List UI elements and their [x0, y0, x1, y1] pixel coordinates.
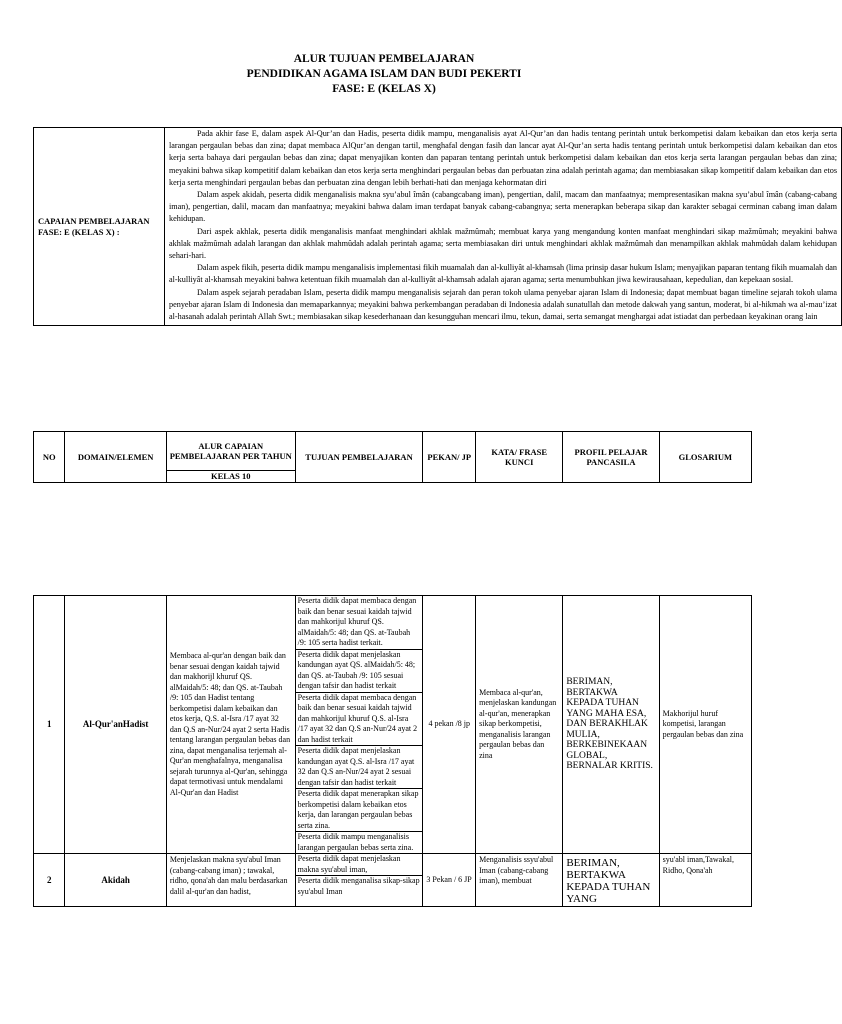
column-header-table [33, 431, 752, 483]
header-glosarium: GLOSARIUM [659, 432, 751, 483]
capaian-paragraph: Dari aspek akhlak, peserta didik menganalisis manfaat menghindari akhlak mažmûmah; membuat karya yang mengandung konten manfaat menghindari sikap mažmûmah; meyakini bahwa akhlak mažmûmah adalah larangan dan akhlak mahmûdah adalah perintah agama; serta membiasakan diri untuk menghindari akhlak mažmûmah dan menampilkan akhlak mahmûdah dalam kehidupan sehari-hari. [169, 226, 838, 261]
capaian-label: CAPAIAN PEMBELAJARAN FASE: E (KELAS X) : [34, 128, 165, 326]
header-pekan: PEKAN/ JP [423, 432, 476, 483]
capaian-paragraph: Dalam aspek fikih, peserta didik mampu menganalisis implementasi fikih muamalah dan al-kulliyât al-khamsah (lima prinsip dasar hukum Islam; menyajikan paparan tentang fikih muamalah dan al-kulliyât al-khamsah meyakini bahwa ketentuan fikih muamalah dan al-kulliyât al-khamsah adalah ajaran agama; serta menumbuhkan jiwa kewirausahaan, kepedulian, dan kepekaan sosial. [169, 263, 838, 285]
row-number: 1 [34, 596, 65, 854]
document-title [0, 52, 768, 97]
row-pekan: 3 Pekan / 6 JP [423, 854, 476, 907]
row-number: 2 [34, 854, 65, 907]
tujuan-item: Peserta didik dapat menjelaskan kandungan ayat Q.S. al-Isra /17 ayat 32 dan Q.S an-Nur/24 ayat 2 sesuai dengan tafsir dan hadist terkait [296, 746, 423, 789]
tujuan-item: Peserta didik dapat membaca dengan baik dan benar sesuai kaidah tajwid dan mahkorijul khuruf QS. alMaidah/5: 48; dan QS. at-Taubah /9: 105 serta hadist terkait. [296, 596, 423, 650]
tujuan-item: Peserta didik dapat menerapkan sikap berkompetisi dalam kebaikan etos kerja, dan larangan pergaulan bebas serta zina. [296, 789, 423, 832]
row-alur: Menjelaskan makna syu'abul Iman (cabang-cabang iman) ; tawakal, ridho, qona'ah dan malu berdasarkan dalil al-qur'an dan hadist, [166, 854, 295, 907]
row-kata-kunci: Menganalisis ssyu'abul Iman (cabang-cabang iman), membuat [476, 854, 563, 907]
kelas-label: KELAS 10 [166, 471, 295, 483]
row-glosarium: syu'abl iman,Tawakal, Ridho, Qona'ah [659, 854, 751, 907]
header-profil: PROFIL PELAJAR PANCASILA [563, 432, 659, 483]
table-row [34, 596, 752, 854]
title-line-1: ALUR TUJUAN PEMBELAJARAN [293, 53, 475, 65]
tujuan-item: Peserta didik menganalisa sikap-sikap syu'abul Iman [297, 876, 420, 896]
capaian-paragraph: Dalam aspek sejarah peradaban Islam, peserta didik mampu menganalisis sejarah dan peran tokoh ulama penyebar ajaran Islam di Indonesia; dapat membuat bagan timeline sejarah tokoh ulama penyebar ajaran Islam di Indonesia dan memaparkannya; meyakini bahwa perkembangan peradaban di Indonesia adalah sunatullah dan metode dakwah yang santun, moderat, bi al-hikmah wa al-mau’izat al-hasanah adalah perintah Allah Swt.; membiasakan sikap kesederhanaan dan kesungguhan mencari ilmu, tekun, damai, serta semangat menghargai adat istiadat dan perbedaan keyakinan orang lain [169, 287, 838, 322]
row-tujuan [295, 596, 423, 854]
title-line-2: PENDIDIKAN AGAMA ISLAM DAN BUDI PEKERTI [246, 68, 522, 80]
row-profil: BERIMAN, BERTAKWA KEPADA TUHAN YANG MAHA ESA, DAN BERAKHLAK MULIA, BERKEBINEKAAN GLOBAL, BERNALAR KRITIS. [563, 596, 659, 854]
tujuan-item: Peserta didik dapat menjelaskan kandungan ayat QS. alMaidah/5: 48; dan QS. at-Taubah /9: 105 sesuai dengan tafsir dan hadist terkait [296, 650, 423, 693]
row-glosarium: Makhorijul huruf kompetisi, larangan pergaulan bebas dan zina [659, 596, 751, 854]
tujuan-item: Peserta didik dapat membaca dengan baik dan benar sesuai kaidah tajwid dan mahkorijul khuruf Q.S. al-Isra /17 ayat 32 dan Q.S an-Nur/24 ayat 2 dan hadist terkait [296, 693, 423, 747]
atp-table [33, 595, 752, 907]
header-kata: KATA/ FRASE KUNCI [476, 432, 563, 483]
capaian-paragraph: Pada akhir fase E, dalam aspek Al-Qur’an dan Hadis, peserta didik mampu, menganalisis ayat Al-Qur’an dan hadis tentang perintah untuk berkompetisi dalam kebaikan dan etos kerja serta larangan pergaulan bebas dan zina; dapat membaca AlQur’an dengan tartil, menghafal dengan fasih dan lancar ayat Al-Qur’an serta hadis tentang perintah untuk berkompetisi dalam kebaikan dan etos kerja serta bahaya dari pergaulan bebas dan zina; dapat menyajikan konten dan paparan tentang perintah untuk berkompetisi dalam kebaikan dan etos kerja serta larangan pergaulan bebas dan zina; meyakini bahwa sikap kompetitif dalam kebaikan dan etos kerja serta menghindari pergaulan bebas dan perbuatan zina adalah perintah agama; dan membiasakan sikap kompetitif dalam kebaikan dan etos kerja serta menghindari pergaulan bebas dan perbuatan zina dengan lebih berhati-hati dan menjaga kehormatan diri [169, 129, 838, 187]
capaian-paragraph: Dalam aspek akidah, peserta didik menganalisis makna syu’abul îmân (cabangcabang iman), pengertian, dalil, macam dan manfaatnya; mempresentasikan makna syu’abul îmân (cabang-cabang iman), pengertian, dalil, macam dan manfaatnya; meyakini bahwa dalam iman terdapat banyak cabang-cabangnya; serta menerapkan beberapa sikap dan karakter sebagai cerminan cabang iman dalam kehidupan. [169, 190, 838, 224]
capaian-table [33, 127, 842, 326]
row-profil: BERIMAN, BERTAKWA KEPADA TUHAN YANG [563, 854, 659, 907]
row-domain: Akidah [65, 854, 166, 907]
row-kata-kunci: Membaca al-qur'an, menjelaskan kandungan al-qur'an, menerapkan sikap berkompetisi, menganalisis larangan pergaulan bebas dan zina [476, 596, 563, 854]
row-pekan: 4 pekan /8 jp [423, 596, 476, 854]
tujuan-item: Peserta didik mampu menganalisis larangan pergaulan bebas serta zina. [297, 832, 414, 852]
capaian-text [165, 128, 842, 326]
row-domain: Al-Qur'anHadist [65, 596, 166, 854]
header-alur: ALUR CAPAIAN PEMBELAJARAN PER TAHUN [166, 432, 295, 471]
row-tujuan [295, 854, 423, 907]
table-row [34, 854, 752, 907]
tujuan-item: Peserta didik dapat menjelaskan makna syu'abul iman, [296, 854, 423, 876]
header-domain: DOMAIN/ELEMEN [65, 432, 166, 483]
row-alur: Membaca al-qur'an dengan baik dan benar sesuai dengan kaidah tajwid dan makhorijl khuruf QS. alMaidah/5: 48; dan QS. at-Taubah /9: 105 dan Hadist tentang berkompetisi dalam kebaikan dan etos kerja, Q.S. al-Isra /17 ayat 32 dan Q.S an-Nur/24 ayat 2 serta Hadis tentang larangan pergaulan bebas dan zina, dapat menganalisa terjemah al-Qur'an menghafalnya, menganalisa sejarah turunnya al-Qur'an, sehingga dapat termotivasi untuk mendalami Al-Qur'an dan Hadist [166, 596, 295, 854]
header-no: NO [34, 432, 65, 483]
title-line-3: FASE: E (KELAS X) [332, 83, 436, 95]
header-tujuan: TUJUAN PEMBELAJARAN [295, 432, 423, 483]
